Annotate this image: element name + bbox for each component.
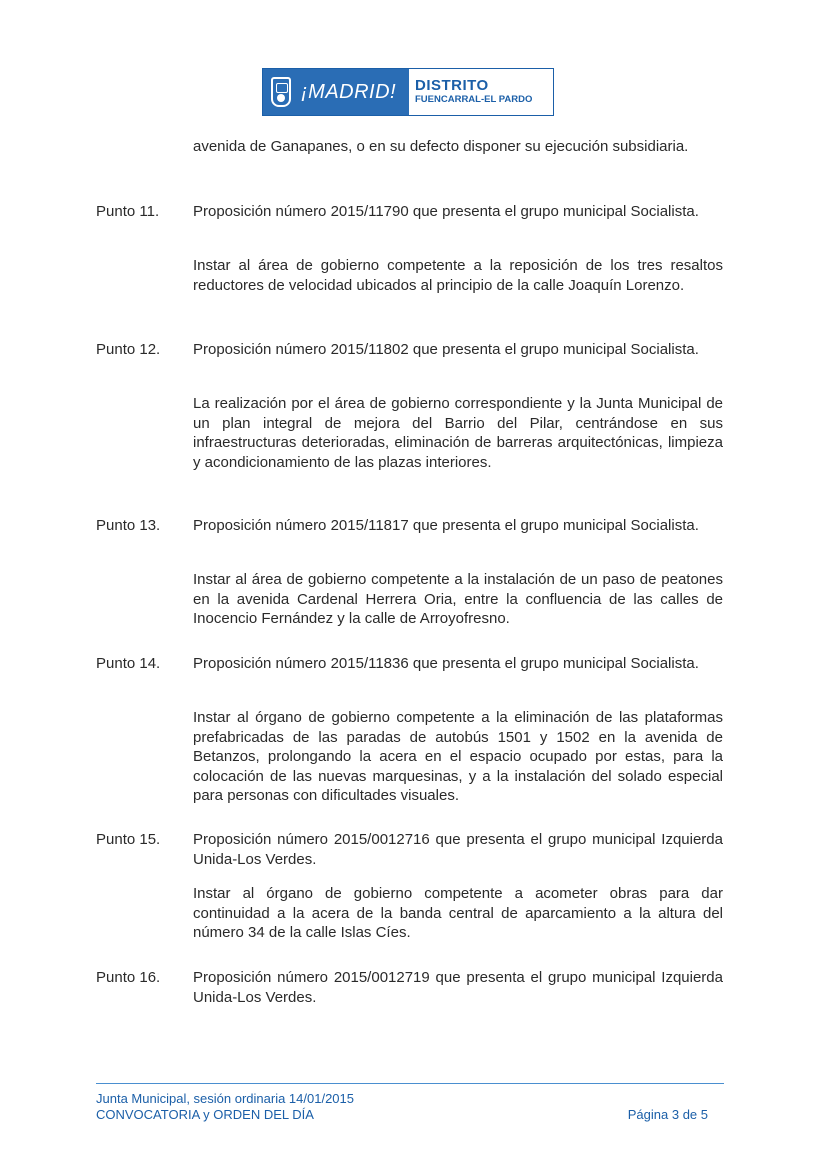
district-logo: [262, 68, 554, 116]
logo-distrito-text: DISTRITO: [415, 77, 489, 94]
logo-madrid-text: ¡MADRID!: [301, 80, 397, 103]
item-label: Punto 12.: [96, 341, 161, 358]
district-name-block: [409, 69, 553, 115]
item-body: La realización por el área de gobierno correspondiente y la Junta Municipal de un plan integral de mejora del Barrio del Pilar, centrándose en sus infraestructuras deterioradas, eliminación de barreras arquitectónicas, limpieza y acondicionamiento de las plazas interiores.: [193, 395, 723, 471]
continuation-paragraph: avenida de Ganapanes, o en su defecto disponer su ejecución subsidiaria.: [193, 138, 689, 155]
item-label: Punto 14.: [96, 655, 161, 672]
item-proposal: Proposición número 2015/0012719 que presenta el grupo municipal Izquierda Unida-Los Verdes.: [193, 969, 723, 1006]
madrid-logo-block: [263, 69, 409, 115]
item-label: Punto 16.: [96, 969, 161, 986]
item-body: Instar al órgano de gobierno competente a la eliminación de las plataformas prefabricadas de las paradas de autobús 1501 y 1502 en la avenida de Betanzos, prolongando la acera en el espacio ocupado por estas, para la colocación de las nuevas marquesinas, y a la instalación del solado especial para personas con dificultades visuales.: [193, 709, 723, 804]
page-number: Página 3 de 5: [627, 1107, 708, 1122]
item-label: Punto 15.: [96, 831, 161, 848]
logo-district-name: FUENCARRAL-EL PARDO: [415, 94, 533, 105]
item-label: Punto 11.: [96, 203, 160, 220]
item-proposal: Proposición número 2015/11790 que presenta el grupo municipal Socialista.: [193, 203, 699, 220]
footer-title: CONVOCATORIA y ORDEN DEL DÍA: [96, 1107, 314, 1122]
footer-session: Junta Municipal, sesión ordinaria 14/01/2015: [96, 1091, 355, 1106]
item-label: Punto 13.: [96, 517, 161, 534]
item-proposal: Proposición número 2015/0012716 que presenta el grupo municipal Izquierda Unida-Los Verdes.: [193, 831, 723, 868]
item-proposal: Proposición número 2015/11802 que presenta el grupo municipal Socialista.: [193, 341, 699, 358]
item-proposal: Proposición número 2015/11817 que presenta el grupo municipal Socialista.: [193, 517, 699, 534]
item-body: Instar al órgano de gobierno competente a acometer obras para dar continuidad a la acera de la banda central de aparcamiento a la altura del número 34 de la calle Islas Cíes.: [193, 885, 723, 941]
footer-divider: [96, 1083, 724, 1084]
item-body: Instar al área de gobierno competente a la instalación de un paso de peatones en la avenida Cardenal Herrera Oria, entre la confluencia de las calles de Inocencio Fernández y la calle de Arroyofresno.: [193, 571, 723, 627]
item-body: Instar al área de gobierno competente a la reposición de los tres resaltos reductores de velocidad ubicados al principio de la calle Joaquín Lorenzo.: [193, 257, 723, 294]
madrid-crest-icon: [271, 77, 291, 107]
item-proposal: Proposición número 2015/11836 que presenta el grupo municipal Socialista.: [193, 655, 699, 672]
